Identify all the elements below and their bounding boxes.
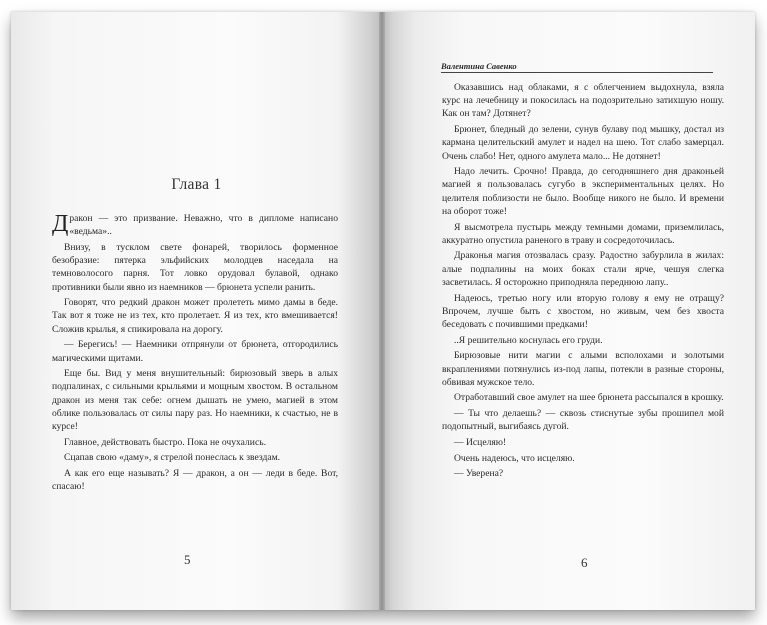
left-page-text <box>52 212 338 496</box>
paragraph: Драконья магия отозвалась сразу. Радостно забурлила в жилах: алые подпалины на моих боках стали ярче, чешуя слегка засветилась. Я осторожно приподняла переднюю лапу.. <box>442 250 724 288</box>
paragraph: Надеюсь, третью ногу или вторую голову я ему не отращу? Впрочем, лучше быть с хвостом, но живым, чем без хвоста беседовать с почившими предками! <box>442 292 724 330</box>
book-spine <box>379 12 385 610</box>
paragraph: — Уверена? <box>454 468 504 480</box>
right-page <box>382 12 755 610</box>
paragraph: Говорят, что редкий дракон может пролететь мимо дамы в беде. Так вот я тоже не из тех, кто пролетает. Я из тех, кто вмешивается! Сложив крылья, я спикировала на дорогу. <box>52 297 338 335</box>
paragraph: Брюнет, бледный до зелени, сунув булаву под мышку, достал из кармана целительский амулет и надел на шею. Тот слабо замерцал. Очень слабо! Нет, одного амулета мало... Не дотянет! <box>442 124 724 162</box>
paragraph: — Ты что делаешь? — сквозь стиснутые зубы прошипел мой подопытный, выгибаясь дугой. <box>442 408 724 433</box>
right-page-text <box>442 81 724 483</box>
paragraph: Внизу, в тусклом свете фонарей, творилось форменное безобразие: пятерка эльфийских молодцев наседала на темноволосого парня. Тот ловко орудовал булавой, однако противники были явно из наемников — брюнета успели ранить. <box>52 241 338 293</box>
paragraph: Я высмотрела пустырь между темными домами, приземлилась, аккуратно опустила раненого в траву и сосредоточилась. <box>442 221 724 246</box>
paragraph: А как его еще называть? Я — дракон, а он — леди в беде. Вот, спасаю! <box>52 468 338 493</box>
chapter-title: Глава 1 <box>171 176 222 193</box>
paragraph: Бирюзовые нити магии с алыми всполохами и золотыми вкраплениями потянулись из-под лапы, потекли в разные стороны, обвивая мужское тело. <box>442 350 724 388</box>
paragraph: Еще бы. Вид у меня внушительный: бирюзовый зверь в алых подпалинах, с сильными крыльями и мощным хвостом. В остальном дракон из меня так себе: огнем дышать не умею, магией в этом облике пользовалась от силы пару раз. Но наемники, к счастью, не в курсе! <box>52 368 338 433</box>
paragraph: — Исцеляю! <box>454 437 507 449</box>
paragraph: Главное, действовать быстро. Пока не очухались. <box>64 436 266 448</box>
paragraph: ..Я решительно коснулась его груди. <box>454 334 603 346</box>
open-book <box>11 12 755 610</box>
paragraph: Надо лечить. Срочно! Правда, до сегодняшнего дня драконьей магией я пользовалась сугубо в экспериментальных целях. Но целителя поблизости не было. Вообще никого не было. И времени на оборот тоже! <box>442 166 724 217</box>
paragraph: Дракон — это призвание. Неважно, что в дипломе написано «ведьма».. <box>52 211 338 238</box>
paragraph: Оказавшись над облаками, я с облегчением выдохнула, взяла курс на лечебницу и покосилась на подозрительно затихшую ношу. Как он там? Дотянет? <box>442 82 724 120</box>
paragraph: Очень надеюсь, что исцеляю. <box>454 452 575 464</box>
drop-cap: Д <box>52 211 69 237</box>
paragraph: — Берегись! — Наемники отпрянули от брюнета, отгородились магическими щитами. <box>52 339 338 364</box>
running-head-author: Валентина Савенко <box>441 61 713 73</box>
left-page <box>11 12 382 610</box>
paragraph: Сцапав свою «даму», я стрелой понеслась к звездам. <box>64 452 281 464</box>
paragraph: Отработавший свое амулет на шее брюнета рассыпался в крошку. <box>454 392 724 404</box>
page-number: 6 <box>581 555 588 570</box>
page-number: 5 <box>184 552 191 567</box>
